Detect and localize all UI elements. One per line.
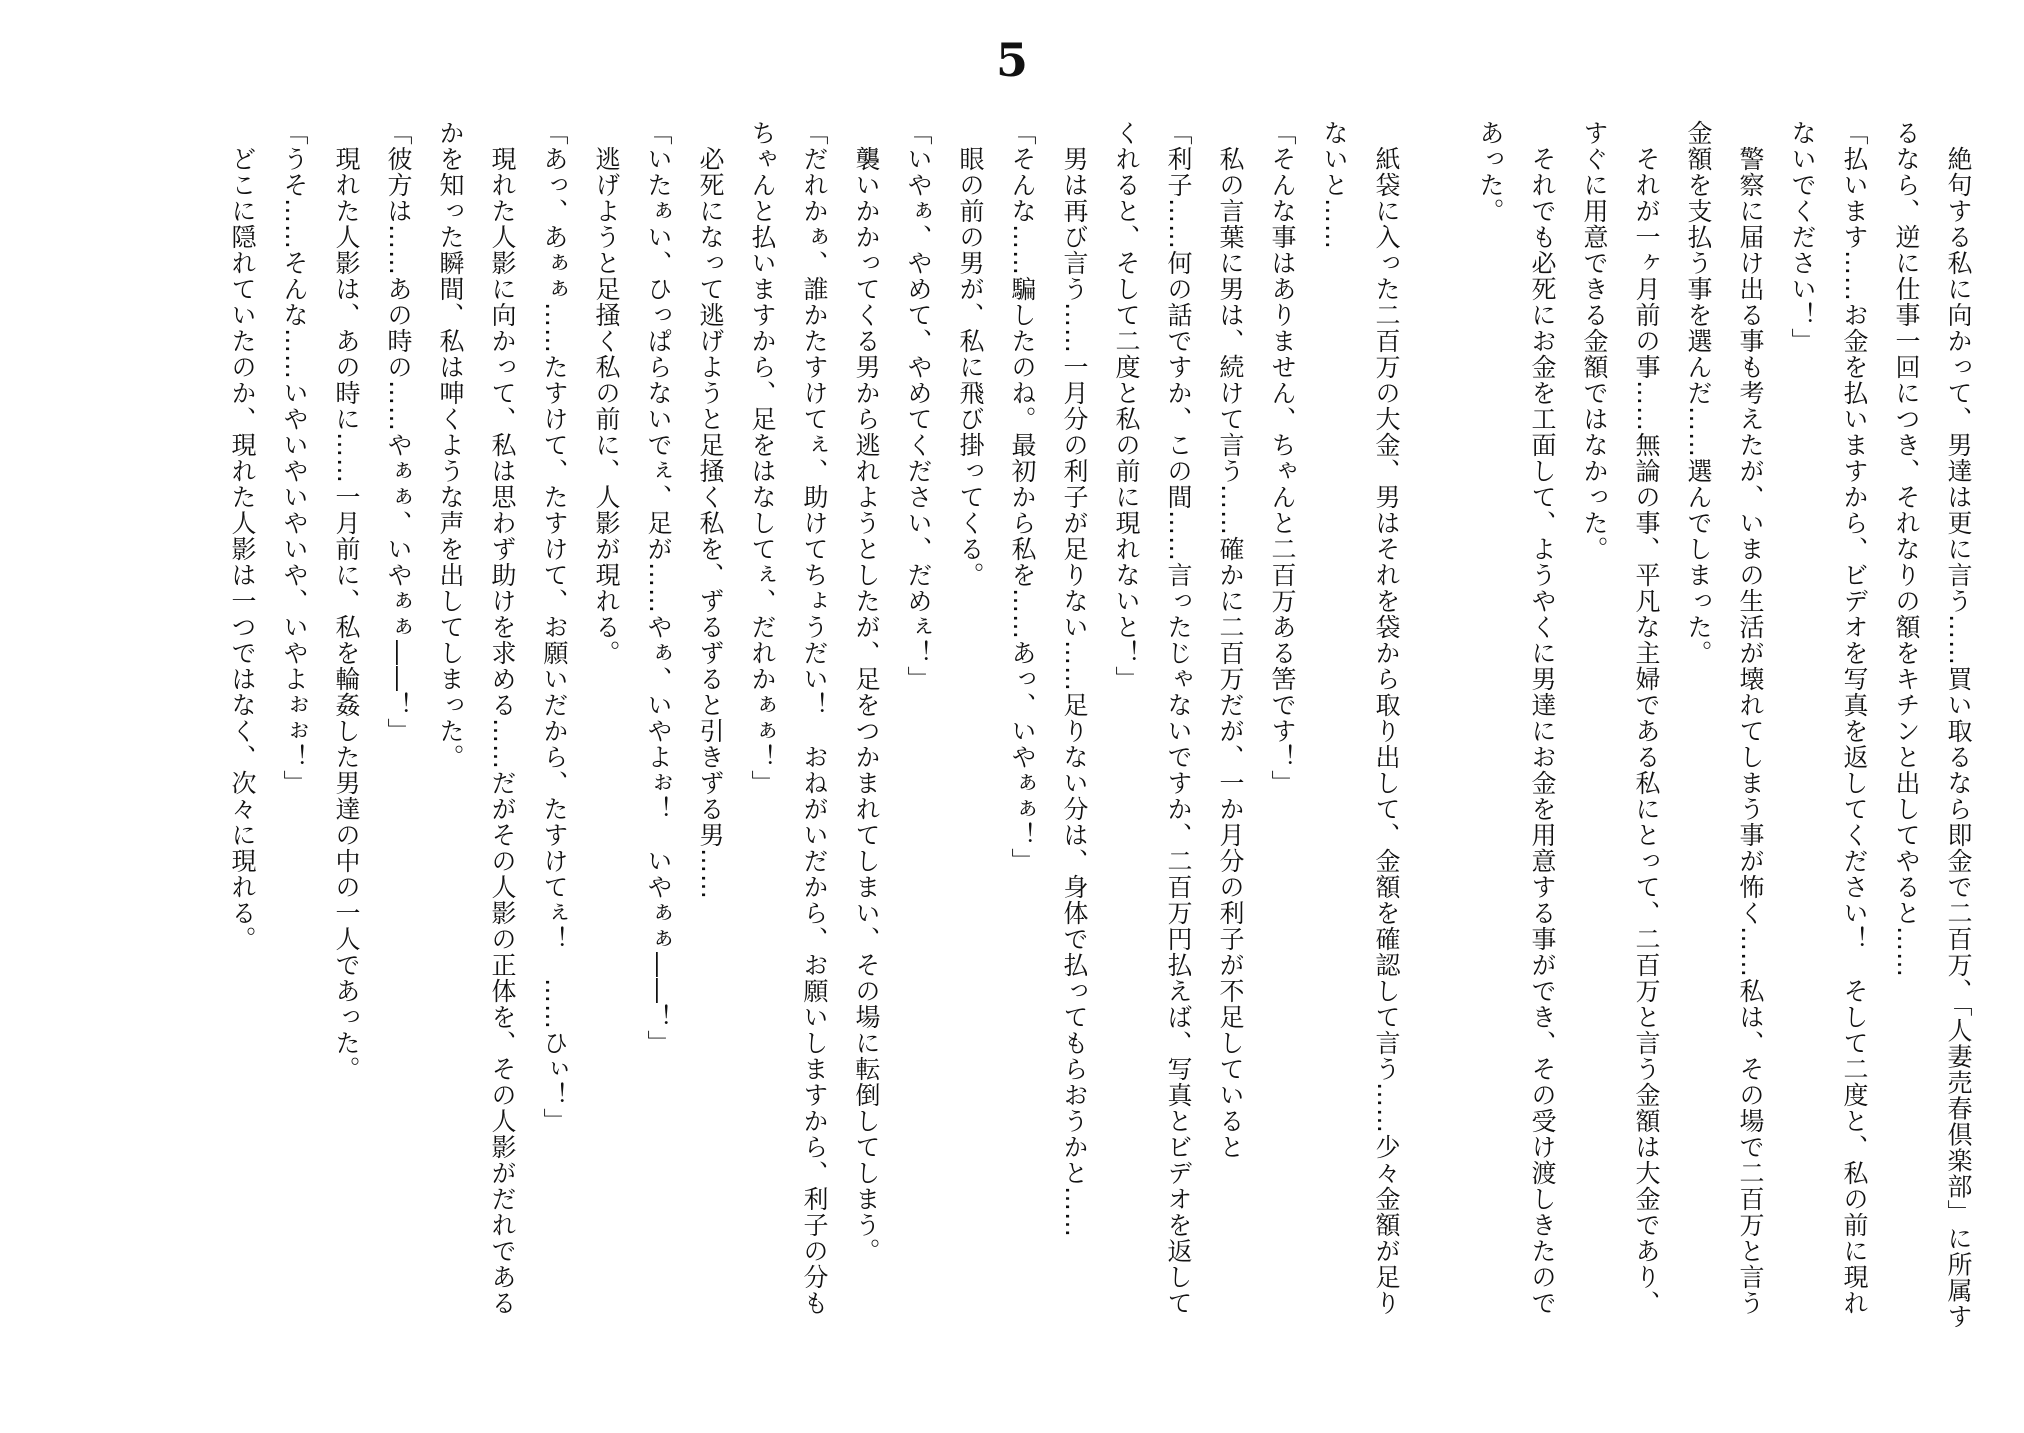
text-line: ないでください！」 (1788, 120, 1817, 354)
text-line: 私の言葉に男は、続けて言う……確かに二百万だが、一か月分の利子が不足していると (1216, 120, 1245, 1160)
text-line: 襲いかかってくる男から逃れようとしたが、足をつかまれてしまい、その場に転倒してしまう。 (852, 120, 881, 1264)
text-line: 紙袋に入った二百万の大金、男はそれを袋から取り出して、金額を確認して言う……少々金額が足り (1372, 120, 1401, 1316)
text-line: 「あっ、あぁぁ……たすけて、たすけて、お願いだから、たすけてぇ！ ……ひぃ！」 (540, 120, 569, 1134)
text-line: ないと…… (1320, 120, 1349, 250)
text-line: それでも必死にお金を工面して、ようやくに男達にお金を用意する事ができ、その受け渡しきたので (1528, 120, 1557, 1316)
text-line: 「そんな……騙したのね。最初から私を……あっ、いやぁぁ！」 (1008, 120, 1037, 874)
text-line: 男は再び言う……一月分の利子が足りない……足りない分は、身体で払ってもらおうかと…… (1060, 120, 1089, 1238)
text-line: 「利子……何の話ですか、この間……言ったじゃないですか、二百万円払えば、写真とビデオを返して (1164, 120, 1193, 1316)
text-line: 「彼方は……あの時の……やぁぁ、いやぁぁ――！」 (384, 120, 413, 744)
text-line: あった。 (1476, 120, 1505, 224)
text-line: るなら、逆に仕事一回につき、それなりの額をキチンと出してやると…… (1892, 120, 1921, 978)
text-line: 必死になって逃げようと足掻く私を、ずるずると引きずる男…… (696, 120, 725, 900)
text-line: 絶句する私に向かって、男達は更に言う……買い取るなら即金で二百万、「人妻売春倶楽部」に所属す (1944, 120, 1973, 1330)
text-line (1412, 120, 1464, 1410)
text-line: くれると、そして二度と私の前に現れないと！」 (1112, 120, 1141, 692)
text-line: 金額を支払う事を選んだ……選んでしまった。 (1684, 120, 1713, 666)
vertical-body-text (216, 120, 1984, 1410)
text-line: 警察に届け出る事も考えたが、いまの生活が壊れてしまう事が怖く……私は、その場で二百万と言う (1736, 120, 1765, 1316)
text-line: 「そんな事はありません、ちゃんと二百万ある筈です！」 (1268, 120, 1297, 796)
text-line: 「だれかぁ、誰かたすけてぇ、助けてちょうだい！ おねがいだから、お願いしますから、利子の分も (800, 120, 829, 1316)
text-line: 「うそ……そんな……いやいやいやいや、いやよぉぉ！」 (280, 120, 309, 796)
text-line: すぐに用意できる金額ではなかった。 (1580, 120, 1609, 562)
text-line: 眼の前の男が、私に飛び掛ってくる。 (956, 120, 985, 588)
text-line: 現れた人影に向かって、私は思わず助けを求める……だがその人影の正体を、その人影がだれである (488, 120, 517, 1316)
text-line: 「払います……お金を払いますから、ビデオを写真を返してください！ そして二度と、私の前に現れ (1840, 120, 1869, 1316)
page-number: 5 (995, 33, 1028, 87)
text-line: それが一ヶ月前の事……無論の事、平凡な主婦である私にとって、二百万と言う金額は大金であり、 (1632, 120, 1661, 1316)
text-line: 「いやぁ、やめて、やめてください、だめぇ！」 (904, 120, 933, 692)
text-line: かを知った瞬間、私は呻くような声を出してしまった。 (436, 120, 465, 770)
text-line: ちゃんと払いますから、足をはなしてぇ、だれかぁぁ！」 (748, 120, 777, 796)
text-line: 現れた人影は、あの時に……一月前に、私を輪姦した男達の中の一人であった。 (332, 120, 361, 1082)
text-line: どこに隠れていたのか、現れた人影は一つではなく、次々に現れる。 (228, 120, 257, 952)
text-line: 逃げようと足掻く私の前に、人影が現れる。 (592, 120, 621, 666)
text-line: 「いたぁい、ひっぱらないでぇ、足が……やぁ、いやよぉ！ いやぁぁ――！」 (644, 120, 673, 1056)
